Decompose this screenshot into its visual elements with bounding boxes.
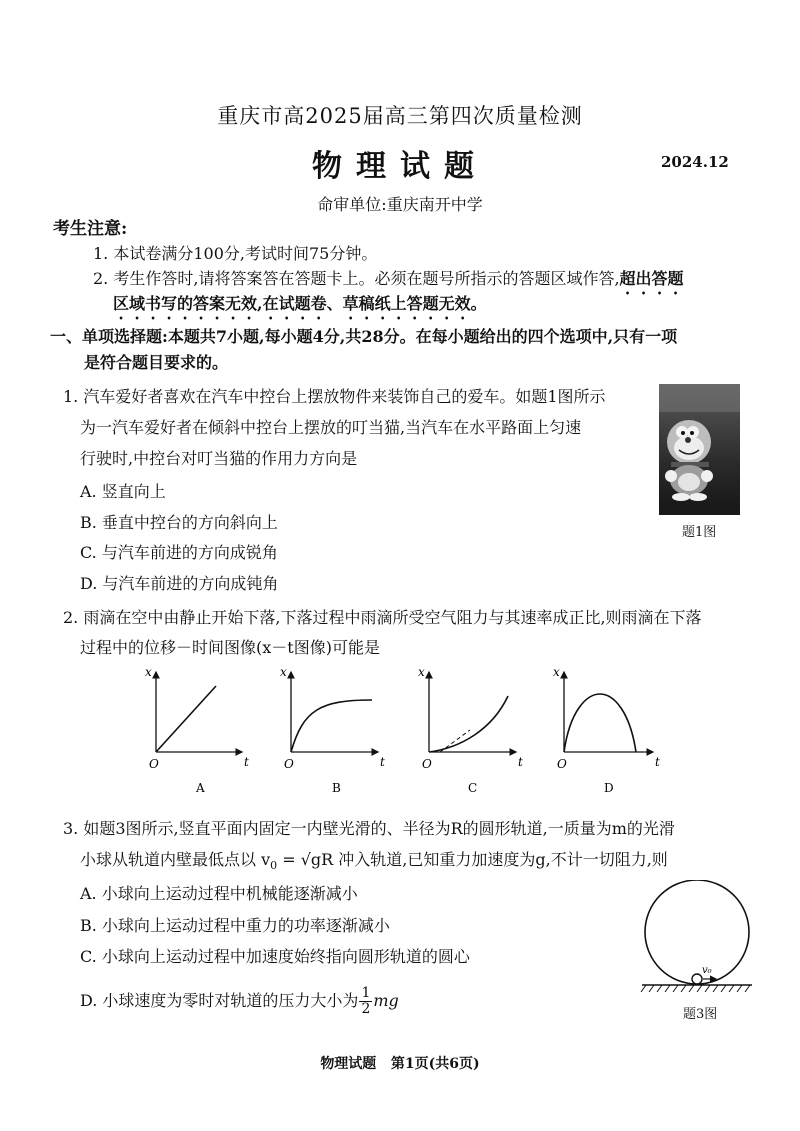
notice-item-2-emphasis-cont: 区域书写的答案无效,在试题卷、草稿纸上答题无效。 [113, 294, 487, 313]
q3-option-a: A. 小球向上运动过程中机械能逐渐减小 [80, 884, 358, 903]
q1-option-c: C. 与汽车前进的方向成锐角 [80, 543, 278, 562]
subject-title: 物理试题 [312, 149, 488, 184]
graph-b-y-label: x [280, 665, 287, 679]
author-unit: 命审单位:重庆南开中学 [317, 195, 483, 214]
graph-a [145, 665, 249, 795]
q3-stem-line2 [80, 850, 668, 876]
notice-item-2-emphasis: 超出答题 [619, 269, 684, 288]
q3-option-d-text: D. 小球速度为零时对轨道的压力大小为 [80, 991, 359, 1010]
q2-graphs [140, 660, 680, 800]
graph-c-x-label: t [518, 755, 523, 769]
graph-b [280, 665, 385, 795]
graph-c [418, 665, 523, 795]
graph-b-curve [291, 700, 372, 752]
q3-option-c: C. 小球向上运动过程中加速度始终指向圆形轨道的圆心 [80, 947, 470, 966]
q3-fraction [359, 986, 372, 1017]
ground-hatching [641, 985, 750, 992]
exam-date: 2024.12 [661, 153, 729, 171]
section-heading-cont: 是符合题目要求的。 [84, 353, 229, 372]
q3-fraction-numerator: 1 [361, 985, 371, 1001]
q3-option-d [80, 986, 399, 1017]
graph-b-origin: O [284, 757, 294, 771]
q3-stem-line1: 3. 如题3图所示,竖直平面内固定一内壁光滑的、半径为R的圆形轨道,一质量为m的光滑 [63, 819, 675, 838]
graph-d-origin: O [557, 757, 567, 771]
ball [692, 974, 702, 984]
exam-title: 重庆市高2025届高三第四次质量检测 [217, 104, 583, 128]
q3-option-b: B. 小球向上运动过程中重力的功率逐渐减小 [80, 916, 390, 935]
q3-figure-caption: 题3图 [683, 1007, 718, 1022]
graph-c-origin: O [422, 757, 432, 771]
graph-a-label: A [196, 781, 205, 795]
q3-v0-subscript: 0 [270, 859, 278, 873]
q1-stem-line1: 1. 汽车爱好者喜欢在汽车中控台上摆放物件来装饰自己的爱车。如题1图所示 [63, 387, 606, 406]
q1-stem-line3: 行驶时,中控台对叮当猫的作用力方向是 [80, 449, 358, 468]
section-heading: 一、单项选择题:本题共7小题,每小题4分,共28分。在每小题给出的四个选项中,只有一项 [50, 327, 678, 346]
circular-track [645, 880, 749, 984]
graph-d-y-label: x [553, 665, 560, 679]
notice-heading: 考生注意: [53, 219, 128, 239]
q3-stem-text-cont: = √gR 冲入轨道,已知重力加速度为g,不计一切阻力,则 [277, 850, 668, 869]
velocity-label: v₀ [702, 965, 712, 976]
graph-c-curve [429, 696, 508, 752]
doraemon-photo [659, 384, 740, 515]
q3-figure [640, 880, 760, 1000]
notice-item-1: 1. 本试卷满分100分,考试时间75分钟。 [93, 244, 378, 263]
q3-option-d-unit: mg [373, 991, 399, 1010]
graph-b-label: B [332, 781, 341, 795]
notice-item-2-text: 2. 考生作答时,请将答案答在答题卡上。必须在题号所指示的答题区域作答, [93, 269, 620, 288]
graph-d [553, 665, 660, 795]
graph-d-curve [564, 694, 636, 752]
graph-d-x-label: t [655, 755, 660, 769]
graph-d-label: D [604, 781, 614, 795]
q2-stem-line2: 过程中的位移－时间图像(x－t图像)可能是 [80, 638, 380, 657]
q1-stem-line2: 为一汽车爱好者在倾斜中控台上摆放的叮当猫,当汽车在水平路面上匀速 [80, 418, 582, 437]
q1-figure-caption: 题1图 [682, 525, 717, 540]
page-footer: 物理试题 第1页(共6页) [320, 1056, 480, 1072]
graph-c-label: C [468, 781, 478, 795]
q1-option-d: D. 与汽车前进的方向成钝角 [80, 574, 279, 593]
graph-a-origin: O [149, 757, 159, 771]
graph-a-curve [156, 686, 216, 752]
q3-fraction-denominator: 2 [361, 1001, 371, 1017]
graph-a-x-label: t [244, 755, 249, 769]
q1-option-b: B. 垂直中控台的方向斜向上 [80, 513, 278, 532]
q3-stem-text: 小球从轨道内壁最低点以 v [80, 850, 271, 869]
graph-c-y-label: x [418, 665, 425, 679]
graph-b-x-label: t [380, 755, 385, 769]
graph-a-y-label: x [145, 665, 152, 679]
q2-stem-line1: 2. 雨滴在空中由静止开始下落,下落过程中雨滴所受空气阻力与其速率成正比,则雨滴在下落 [63, 608, 702, 627]
q1-option-a: A. 竖直向上 [80, 482, 166, 501]
